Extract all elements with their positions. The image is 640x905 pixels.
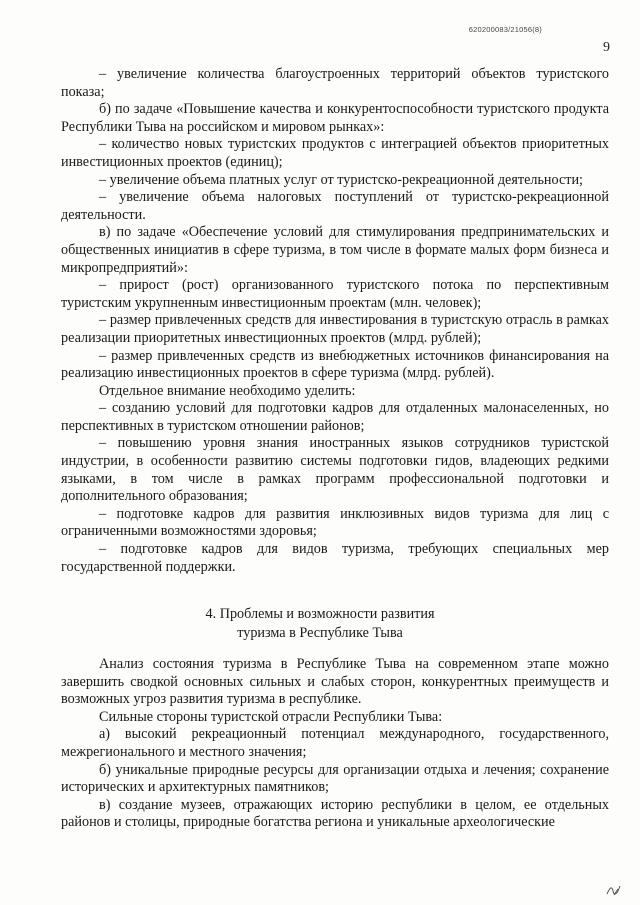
section-heading-line1: 4. Проблемы и возможности развития xyxy=(205,606,435,622)
paragraph: – увеличение объема платных услуг от туристско-рекреационной деятельности; xyxy=(99,171,584,188)
paragraph: – размер привлеченных средств из внебюджетных источников финансирования на реализацию инвестиционных проектов в сфере туризма (млрд. рублей). xyxy=(61,347,609,382)
paragraph: Сильные стороны туристской отрасли Республики Тыва: xyxy=(99,708,443,725)
paragraph: – увеличение объема налоговых поступлений от туристско-рекреационной деятельности. xyxy=(61,189,609,223)
paragraph: а) высокий рекреационный потенциал международного, государственного, межрегионального и местного значения; xyxy=(61,726,609,760)
paragraph: – увеличение количества благоустроенных территорий объектов туристского показа; xyxy=(61,66,609,100)
paragraph: б) уникальные природные ресурсы для организации отдыха и лечения; сохранение исторических и архитектурных памятников; xyxy=(61,761,609,796)
body-text-top xyxy=(61,66,609,576)
handwritten-mark-icon xyxy=(605,883,623,897)
page-number: 9 xyxy=(603,40,610,55)
handwritten-mark xyxy=(605,883,623,900)
paragraph: Анализ состояния туризма в Республике Тыва на современном этапе можно завершить сводкой основных сильных и слабых сторон, конкурентных преимуществ и возможных угроз развития туризма в республике. xyxy=(61,656,609,708)
paragraph: в) по задаче «Обеспечение условий для стимулирования предпринимательских и общественных инициатив в сфере туризма, в том числе в формате малых форм бизнеса и микропредприятий»: xyxy=(61,224,609,276)
paragraph: – подготовке кадров для развития инклюзивных видов туризма для лиц с ограниченными возможностями здоровья; xyxy=(61,505,609,540)
section-heading-line2: туризма в Республике Тыва xyxy=(237,625,403,641)
paragraph: – размер привлеченных средств для инвестирования в туристскую отрасль в рамках реализации приоритетных инвестиционных проектов (млрд. рублей); xyxy=(61,312,609,346)
paragraph: – прирост (рост) организованного туристского потока по перспективным туристским укрупненным инвестиционным проектам (млн. человек); xyxy=(61,277,609,311)
paragraph: – количество новых туристских продуктов с интеграцией объектов приоритетных инвестиционных проектов (единиц); xyxy=(61,136,609,170)
paragraph: – повышению уровня знания иностранных языков сотрудников туристской индустрии, в особенности развитию системы подготовки гидов, владеющих редкими языками, в том числе в рамках программ профессиональной подготовки и дополнительного образования; xyxy=(61,435,609,505)
section-heading xyxy=(0,605,640,643)
paragraph: б) по задаче «Повышение качества и конкурентоспособности туристского продукта Республики Тыва на российском и мировом рынках»: xyxy=(61,101,609,135)
paragraph: – подготовке кадров для видов туризма, требующих специальных мер государственной поддержки. xyxy=(61,541,609,575)
paragraph: – созданию условий для подготовки кадров для отдаленных малонаселенных, но перспективных в туристском отношении районов; xyxy=(61,400,609,434)
body-text-bottom xyxy=(61,656,609,832)
document-id: 620200083/21056(8) xyxy=(468,25,542,34)
paragraph: в) создание музеев, отражающих историю республики в целом, ее отдельных районов и столицы, природные богатства региона и уникальные археологические xyxy=(61,796,609,831)
paragraph: Отдельное внимание необходимо уделить: xyxy=(99,382,356,399)
